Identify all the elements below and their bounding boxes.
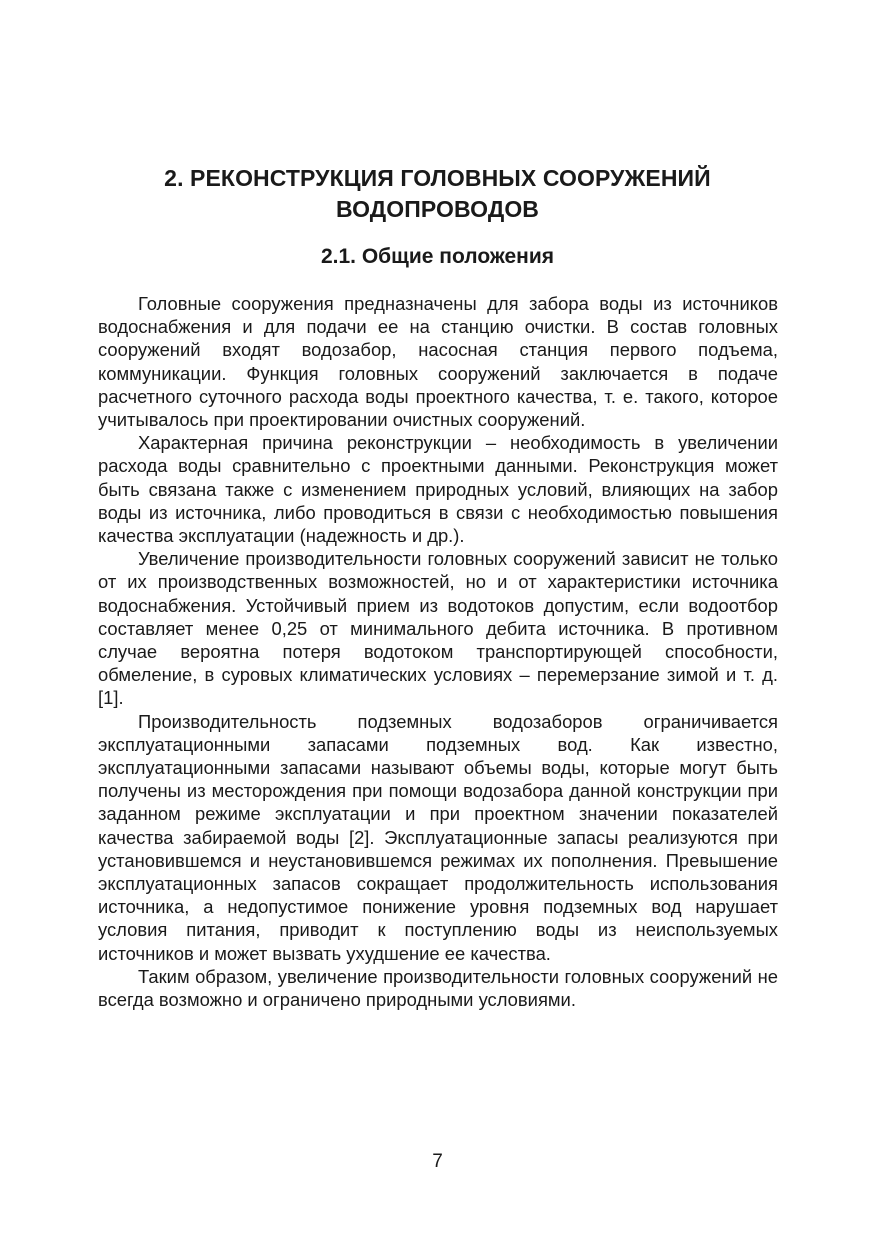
paragraph-4: Производительность подземных водозаборов ограничивается эксплуатационными запасами подземных вод. Как известно, эксплуатационными запасами называют объемы воды, которые могут быть получены из месторождения при помощи водозабора данной конструкции при заданном режиме эксплуатации и при проектном значении показателей качества забираемой воды [2]. Эксплуатационные запасы реализуются при установившемся и неустановившемся режимах их пополнения. Превышение эксплуатационных запасов сокращает продолжительность использования источника, а недопустимое понижение уровня подземных вод нарушает условия питания, приводит к поступлению воды из неиспользуемых источников и может вызвать ухудшение ее качества. xyxy=(98,710,778,964)
paragraph-2: Характерная причина реконструкции – необходимость в увеличении расхода воды сравнительно с проектными данными. Реконструкция может быть связана также с изменением природных условий, влияющих на забор воды из источника, либо проводиться в связи с необходимостью повышения качества эксплуатации (надежность и др.). xyxy=(98,432,778,547)
chapter-title-line-1: 2. РЕКОНСТРУКЦИЯ ГОЛОВНЫХ СООРУЖЕНИЙ xyxy=(164,165,711,191)
paragraph-3: Увеличение производительности головных сооружений зависит не только от их производственных возможностей, но и от характеристики источника водоснабжения. Устойчивый прием из водотоков допустим, если водоотбор составляет менее 0,25 от минимального дебита источника. В противном случае вероятна потеря водотоком транспортирующей способности, обмеление, в суровых климатических условиях – перемерзание зимой и т. д. [1]. xyxy=(98,548,778,709)
paragraph-1: Головные сооружения предназначены для забора воды из источников водоснабжения и для подачи ее на станцию очистки. В состав головных сооружений входят водозабор, насосная станция первого подъема, коммуникации. Функция головных сооружений заключается в подаче расчетного суточного расхода воды проектного качества, т. е. такого, которое учитывалось при проектировании очистных сооружений. xyxy=(98,293,778,431)
page-number: 7 xyxy=(432,1151,443,1172)
chapter-title-line-2: ВОДОПРОВОДОВ xyxy=(335,196,540,222)
body-text xyxy=(98,292,778,1011)
chapter-title xyxy=(100,163,775,225)
section-title: 2.1. Общие положения xyxy=(320,245,555,268)
paragraph-5: Таким образом, увеличение производительности головных сооружений не всегда возможно и ограничено природными условиями. xyxy=(98,965,778,1011)
